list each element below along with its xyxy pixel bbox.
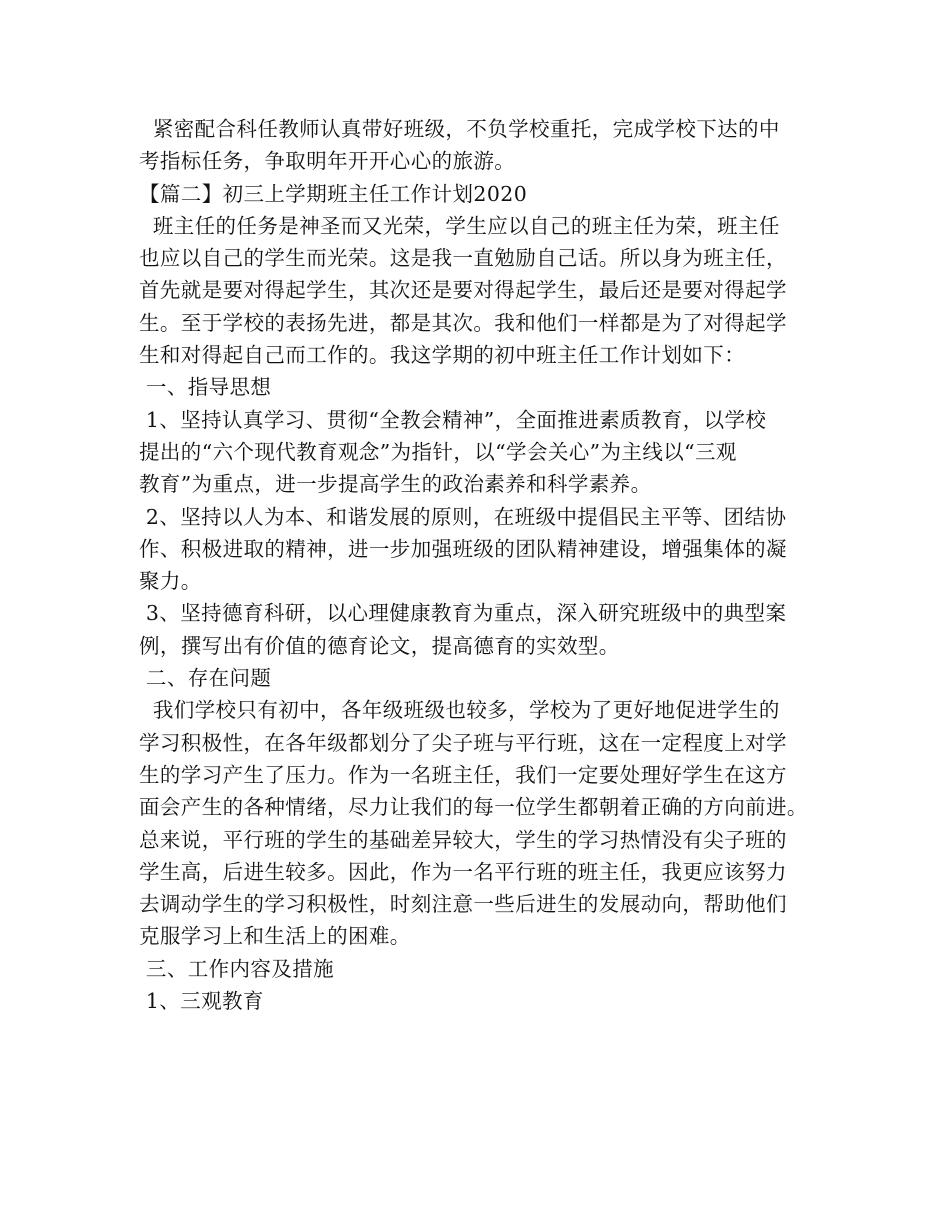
text-line: 2、坚持以人为本、和谐发展的原则，在班级中提倡民主平等、团结协	[139, 504, 787, 529]
heading-three-views-education	[139, 985, 839, 1017]
text-line: 教育”为重点，进一步提高学生的政治素养和科学素养。	[139, 472, 652, 497]
text-line: 生和对得起自己而工作的。我这学期的初中班主任工作计划如下：	[139, 343, 746, 368]
preface-paragraph	[139, 210, 839, 371]
text-line: 1、三观教育	[139, 989, 264, 1014]
text-line: 紧密配合科任教师认真带好班级，不负学校重托，完成学校下达的中	[139, 117, 780, 141]
heading-existing-problems	[139, 662, 839, 694]
text-line: 3、坚持德育科研，以心理健康教育为重点，深入研究班级中的典型案	[139, 601, 787, 626]
heading-work-content	[139, 953, 839, 985]
text-line: 学生高，后进生较多。因此，作为一名平行班的班主任，我更应该努力	[139, 859, 787, 884]
text-line: 我们学校只有初中，各年级班级也较多，学校为了更好地促进学生的	[139, 698, 780, 723]
text-line: 二、存在问题	[139, 666, 272, 691]
text-line: 生的学习产生了压力。作为一名班主任，我们一定要处理好学生在这方	[139, 762, 787, 787]
text-line: 一、指导思想	[139, 375, 272, 400]
item-2-paragraph	[139, 501, 839, 598]
document-body	[139, 113, 839, 1017]
problems-paragraph	[139, 694, 839, 952]
text-line: 作、积极进取的精神，进一步加强班级的团队精神建设，增强集体的凝	[139, 536, 787, 561]
intro-paragraph	[139, 113, 839, 178]
text-line: 首先就是要对得起学生，其次还是要对得起学生，最后还是要对得起学	[139, 278, 787, 303]
text-line: 学习积极性，在各年级都划分了尖子班与平行班，这在一定程度上对学	[139, 730, 787, 755]
text-line: 生。至于学校的表扬先进，都是其次。我和他们一样都是为了对得起学	[139, 310, 787, 335]
section-heading-part-two	[139, 178, 839, 210]
text-line: 去调动学生的学习积极性，时刻注意一些后进生的发展动向，帮助他们	[139, 892, 787, 917]
text-line: 例，撰写出有价值的德育论文，提高德育的实效型。	[139, 633, 620, 658]
text-line: 面会产生的各种情绪，尽力让我们的每一位学生都朝着正确的方向前进。	[139, 795, 808, 820]
heading-guiding-thought	[139, 371, 839, 403]
item-1-paragraph	[139, 404, 839, 501]
item-3-paragraph	[139, 597, 839, 662]
text-line: 考指标任务，争取明年开开心心的旅游。	[139, 149, 516, 174]
text-line: 班主任的任务是神圣而又光荣，学生应以自己的班主任为荣，班主任	[139, 213, 780, 238]
text-line: 总来说，平行班的学生的基础差异较大，学生的学习热情没有尖子班的	[139, 827, 787, 852]
text-line: 聚力。	[139, 569, 202, 594]
text-line: 也应以自己的学生而光荣。这是我一直勉励自己话。所以身为班主任，	[139, 246, 787, 271]
text-line: 三、工作内容及措施	[139, 956, 335, 981]
text-line: 提出的“六个现代教育观念”为指针，以“学会关心”为主线以“三观	[139, 439, 737, 464]
text-line: 克服学习上和生活上的困难。	[139, 924, 411, 949]
text-line: 【篇二】初三上学期班主任工作计划2020	[139, 181, 528, 206]
text-line: 1、坚持认真学习、贯彻“全教会精神”，全面推进素质教育，以学校	[139, 407, 767, 432]
